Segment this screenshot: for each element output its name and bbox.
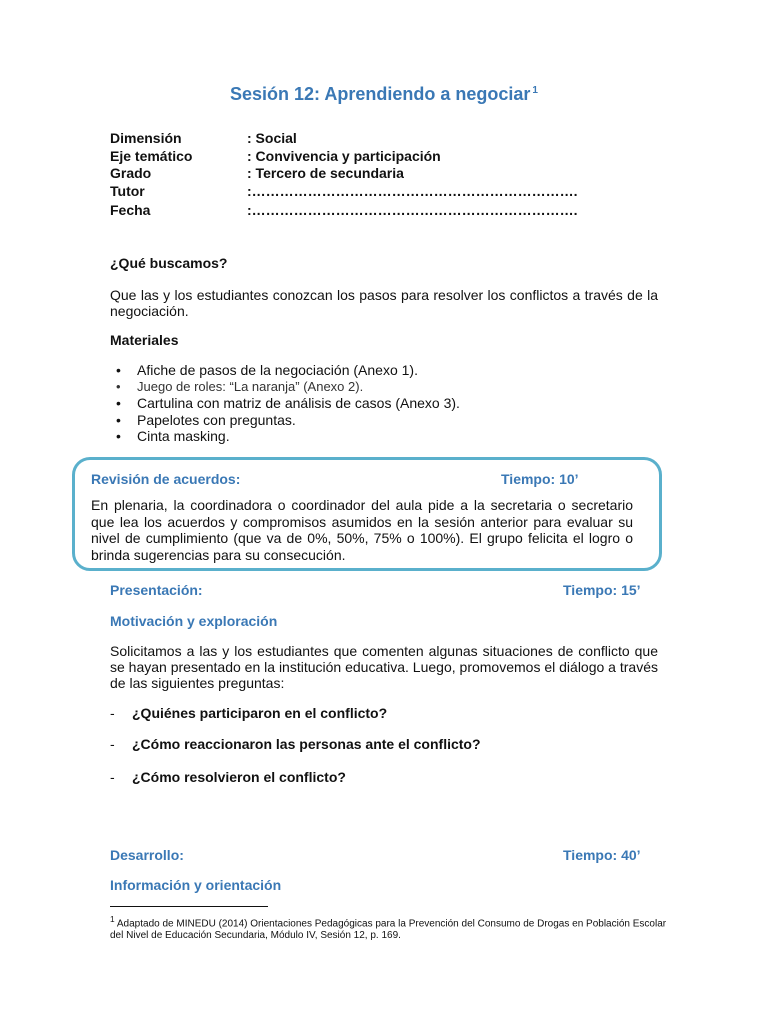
- footnote-divider: [110, 906, 268, 907]
- que-buscamos-text: Que las y los estudiantes conozcan los pasos para resolver los conflictos a través de la negociación.: [110, 287, 658, 319]
- footnote-mark: 1: [110, 914, 115, 924]
- revision-text: En plenaria, la coordinadora o coordinador del aula pide a la secretaria o secretario que lea los acuerdos y compromisos asumidos en la sesión anterior para evaluar su nivel de cumplimiento (que va de 0%, 50%, 75% o 100%). El grupo felicita el logro o brinda sugerencias para su consecución.: [91, 497, 633, 563]
- materiales-list: [110, 362, 460, 445]
- revision-box: [72, 457, 662, 571]
- meta-value: : Convivencia y participación: [247, 148, 441, 164]
- dash-icon: -: [110, 736, 115, 752]
- motivacion-heading: Motivación y exploración: [110, 613, 278, 629]
- bullet-icon: •: [116, 378, 121, 394]
- footnote: [110, 913, 670, 942]
- footnote-text: Adaptado de MINEDU (2014) Orientaciones Pedagógicas para la Prevención del Consumo de Drogas en Población Escolar del Nivel de Educación Secundaria, Módulo IV, Sesión 12, p. 169.: [110, 918, 667, 942]
- revision-heading: Revisión de acuerdos:: [91, 471, 241, 487]
- presentacion-tiempo: Tiempo: 15’: [563, 582, 641, 598]
- desarrollo-tiempo: Tiempo: 40’: [563, 847, 641, 863]
- desarrollo-heading: Desarrollo:: [110, 847, 184, 863]
- presentacion-heading: Presentación:: [110, 582, 203, 598]
- motivacion-text: Solicitamos a las y los estudiantes que comenten algunas situaciones de conflicto que se hayan presentado en la institución educativa. Luego, promovemos el diálogo a través de las siguientes preguntas:: [110, 643, 658, 691]
- dash-icon: -: [110, 705, 115, 721]
- bullet-icon: •: [116, 411, 121, 428]
- que-buscamos-heading: ¿Qué buscamos?: [110, 255, 228, 271]
- list-item: • Papelotes con preguntas.: [116, 411, 296, 428]
- meta-label: Eje temático: [110, 148, 193, 164]
- bullet-icon: •: [116, 395, 121, 411]
- list-item: • Afiche de pasos de la negociación (Anexo 1).: [116, 362, 418, 378]
- meta-value: : Tercero de secundaria: [247, 165, 404, 181]
- meta-value: :…………………………………………………………….: [247, 202, 578, 218]
- dash-icon: -: [110, 769, 115, 785]
- page-title-text: Sesión 12: Aprendiendo a negociar: [230, 84, 531, 104]
- list-item: • Cartulina con matriz de análisis de casos (Anexo 3).: [116, 395, 460, 411]
- meta-label: Fecha: [110, 202, 151, 218]
- meta-label: Grado: [110, 165, 152, 181]
- footnote-reference: 1: [532, 85, 538, 96]
- materiales-heading: Materiales: [110, 332, 179, 348]
- page-title: [0, 84, 768, 105]
- bullet-icon: •: [116, 362, 121, 378]
- meta-label: Dimensión: [110, 130, 182, 146]
- meta-label: Tutor: [110, 183, 145, 199]
- informacion-heading: Información y orientación: [110, 877, 282, 893]
- list-item: • Juego de roles: “La naranja” (Anexo 2).: [116, 378, 364, 394]
- revision-tiempo: Tiempo: 10’: [501, 471, 579, 487]
- meta-value: : Social: [247, 130, 297, 146]
- bullet-icon: •: [116, 428, 121, 444]
- list-item: • Cinta masking.: [116, 428, 230, 444]
- meta-value: :…………………………………………………………….: [247, 183, 578, 199]
